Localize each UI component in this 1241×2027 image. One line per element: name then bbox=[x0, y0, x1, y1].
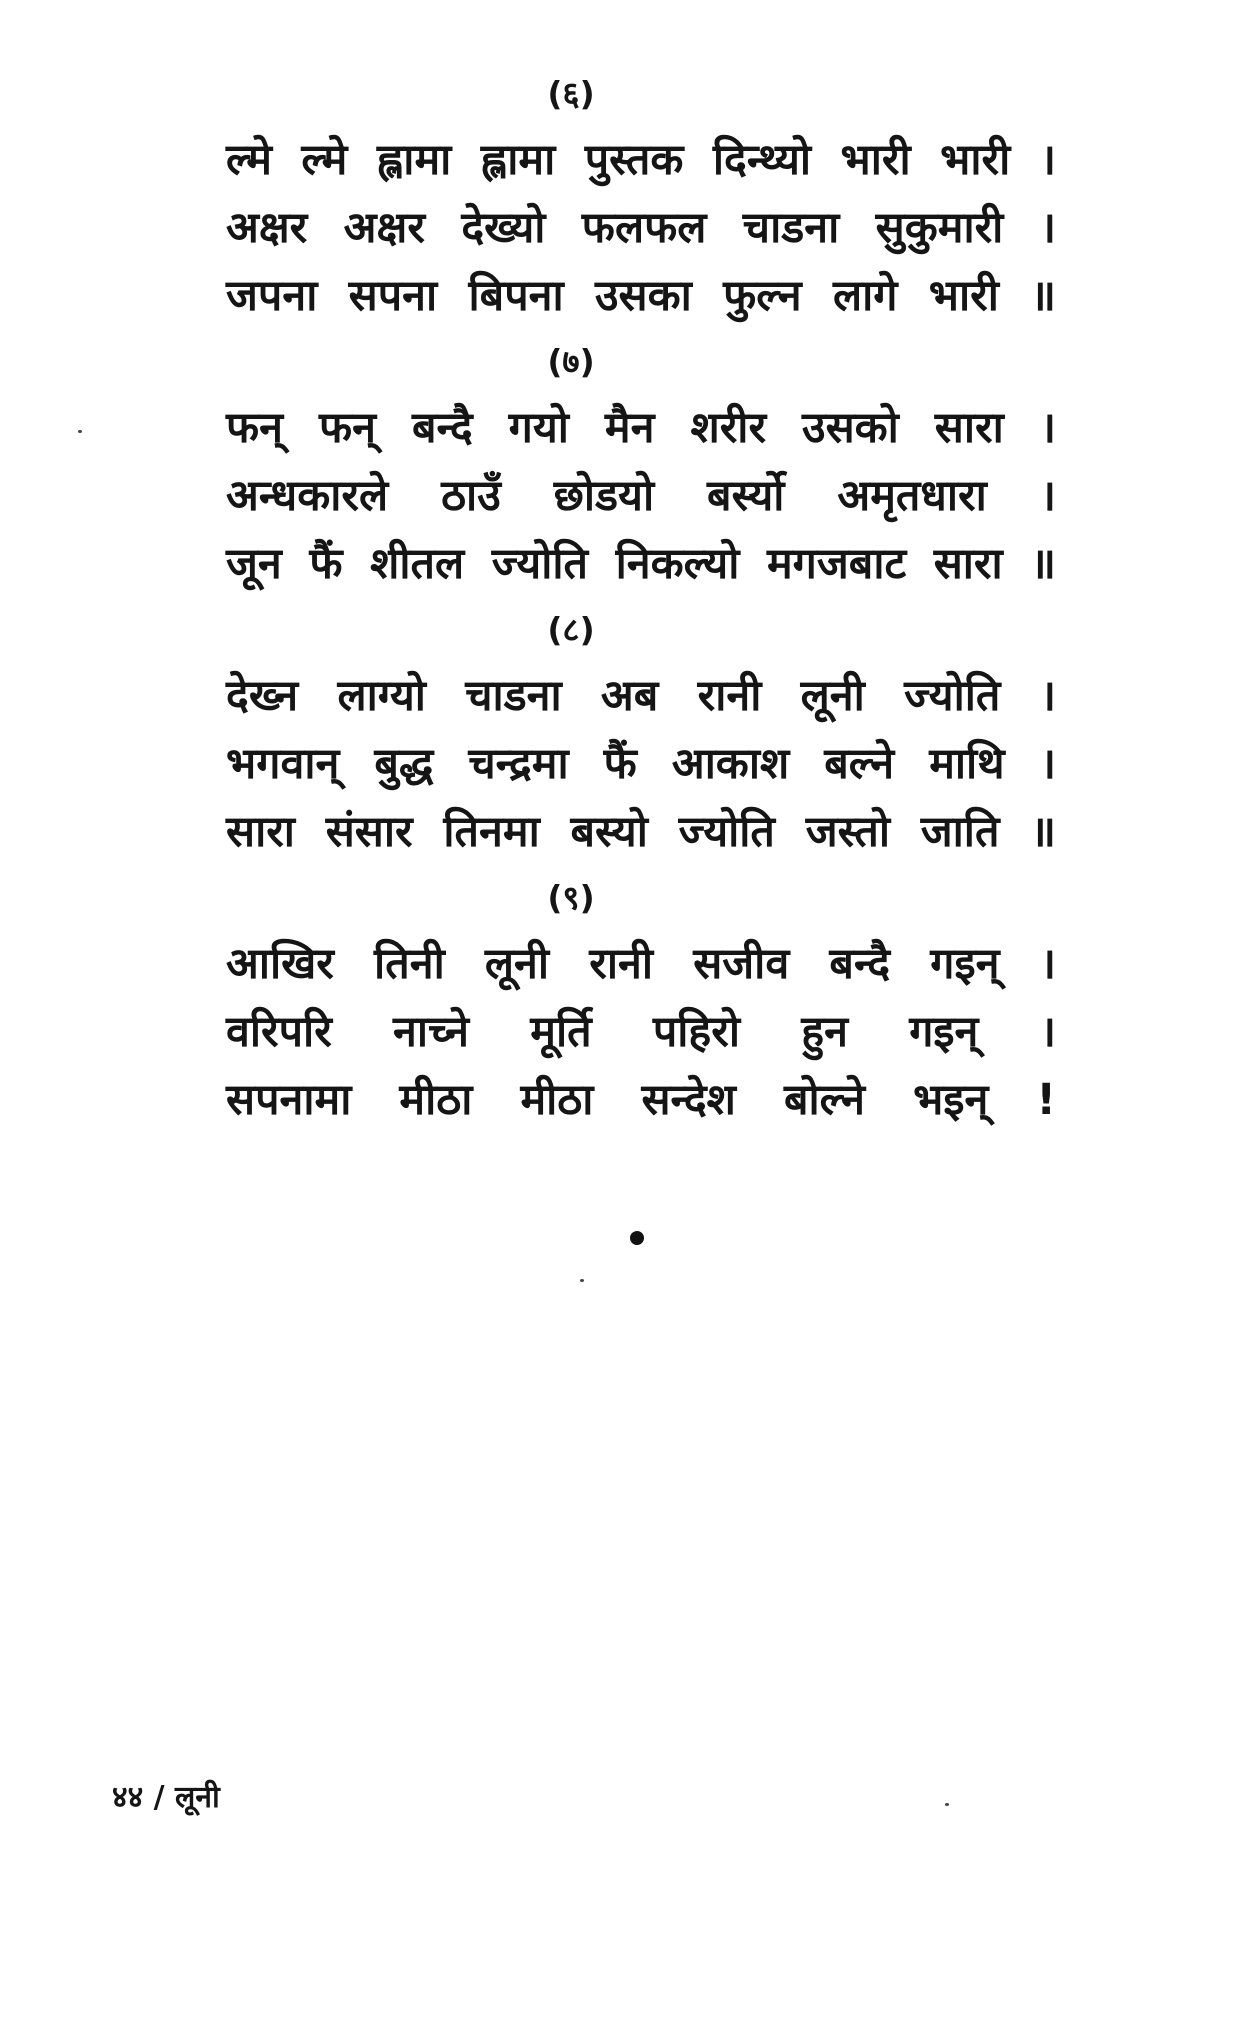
poem bbox=[226, 62, 1066, 1134]
verse-line: सारा संसार तिनमा बस्यो ज्योति जस्तो जाति ॥ bbox=[226, 807, 1056, 857]
verse-line: आखिर तिनी लूनी रानी सजीव बन्दै गइन् । bbox=[226, 939, 1056, 989]
scan-speck bbox=[78, 430, 82, 433]
stanza-number: (८) bbox=[547, 610, 595, 649]
verse-line: सपनामा मीठा मीठा सन्देश बोल्ने भइन् ! bbox=[226, 1075, 1056, 1125]
scan-speck bbox=[580, 1279, 584, 1282]
scan-speck bbox=[945, 1803, 949, 1806]
page-footer-label: ४४ / लूनी bbox=[112, 1780, 220, 1815]
verse-line: फन् फन् बन्दै गयो मैन शरीर उसको सारा । bbox=[226, 403, 1056, 453]
verse-line: वरिपरि नाच्ने मूर्ति पहिरो हुन गइन् । bbox=[226, 1007, 1056, 1057]
verse-line: देख्न लाग्यो चाडना अब रानी लूनी ज्योति । bbox=[226, 671, 1056, 721]
verse-line: जपना सपना बिपना उसका फुल्न लागे भारी ॥ bbox=[226, 271, 1056, 321]
verse-line: अन्धकारले ठाउँ छोडयो बर्स्यो अमृतधारा । bbox=[226, 471, 1056, 521]
stanza-number: (६) bbox=[547, 74, 595, 113]
verse-line: अक्षर अक्षर देख्यो फलफल चाडना सुकुमारी । bbox=[226, 203, 1056, 253]
verse-line: जून फैं शीतल ज्योति निकल्यो मगजबाट सारा ॥ bbox=[226, 539, 1056, 589]
end-bullet-ornament bbox=[630, 1231, 644, 1245]
verse-line: ल्मे ल्मे ह्लामा ह्लामा पुस्तक दिन्थ्यो भारी भारी । bbox=[226, 135, 1056, 185]
stanza-number: (९) bbox=[547, 878, 595, 917]
verse-line: भगवान् बुद्ध चन्द्रमा फैं आकाश बल्ने माथि । bbox=[226, 739, 1056, 789]
stanza-number: (७) bbox=[547, 342, 595, 381]
